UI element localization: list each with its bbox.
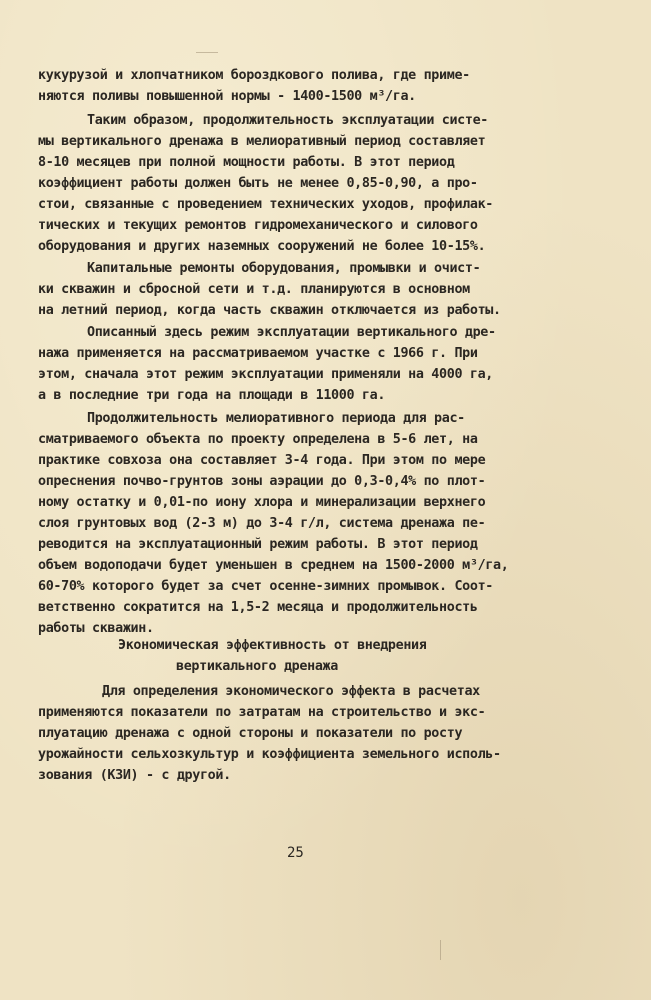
text-line: опреснения почво-грунтов зоны аэрации до 0,3-0,4% по плот-	[38, 474, 486, 489]
paper-speck	[440, 940, 441, 960]
text-line: ному остатку и 0,01-по иону хлора и минерализации верхнего	[38, 495, 486, 510]
text-line: тических и текущих ремонтов гидромеханического и силового	[38, 218, 478, 233]
text-line: сматриваемого объекта по проекту определена в 5-6 лет, на	[38, 432, 478, 447]
text-line: применяются показатели по затратам на строительство и экс-	[38, 705, 486, 720]
text-line: Капитальные ремонты оборудования, промывки и очист-	[87, 261, 481, 276]
text-line: ветственно сократится на 1,5-2 месяца и продолжительность	[38, 600, 478, 615]
text-line: Продолжительность мелиоративного периода для рас-	[87, 411, 465, 426]
text-line: урожайности сельхозкультур и коэффициента земельного исполь-	[38, 747, 501, 762]
text-line: стои, связанные с проведением технических уходов, профилак-	[38, 197, 493, 212]
text-line: на летний период, когда часть скважин отключается из работы.	[38, 303, 501, 318]
text-line: объем водоподачи будет уменьшен в среднем на 1500-2000 м³/га,	[38, 558, 509, 573]
paper-speck	[196, 52, 218, 53]
text-line: ки скважин и сбросной сети и т.д. планируются в основном	[38, 282, 470, 297]
text-line: 60-70% которого будет за счет осенне-зимних промывок. Соот-	[38, 579, 493, 594]
text-line: а в последние три года на площади в 11000 га.	[38, 388, 386, 403]
page-number: 25	[287, 845, 304, 861]
text-line: 8-10 месяцев при полной мощности работы. В этот период	[38, 155, 455, 170]
text-line: мы вертикального дренажа в мелиоративный период составляет	[38, 134, 486, 149]
text-line: кукурузой и хлопчатником бороздкового полива, где приме-	[38, 68, 470, 83]
text-line: реводится на эксплуатационный режим работы. В этот период	[38, 537, 478, 552]
text-line: Описанный здесь режим эксплуатации вертикального дре-	[87, 325, 496, 340]
text-line: плуатацию дренажа с одной стороны и показатели по росту	[38, 726, 463, 741]
text-line: Для определения экономического эффекта в расчетах	[102, 684, 480, 699]
text-line: работы скважин.	[38, 621, 154, 636]
text-line: коэффициент работы должен быть не менее 0,85-0,90, а про-	[38, 176, 478, 191]
text-line: Таким образом, продолжительность эксплуатации систе-	[87, 113, 489, 128]
text-line: зования (КЗИ) - с другой.	[38, 768, 231, 783]
text-line: оборудования и других наземных сооружений не более 10-15%.	[38, 239, 486, 254]
text-line: няются поливы повышенной нормы - 1400-1500 м³/га.	[38, 89, 416, 104]
section-heading: Экономическая эффективность от внедрения	[118, 638, 427, 653]
section-heading: вертикального дренажа	[176, 659, 338, 674]
text-line: слоя грунтовых вод (2-3 м) до 3-4 г/л, система дренажа пе-	[38, 516, 486, 531]
text-line: практике совхоза она составляет 3-4 года. При этом по мере	[38, 453, 486, 468]
text-line: этом, сначала этот режим эксплуатации применяли на 4000 га,	[38, 367, 493, 382]
text-line: нажа применяется на рассматриваемом участке с 1966 г. При	[38, 346, 478, 361]
